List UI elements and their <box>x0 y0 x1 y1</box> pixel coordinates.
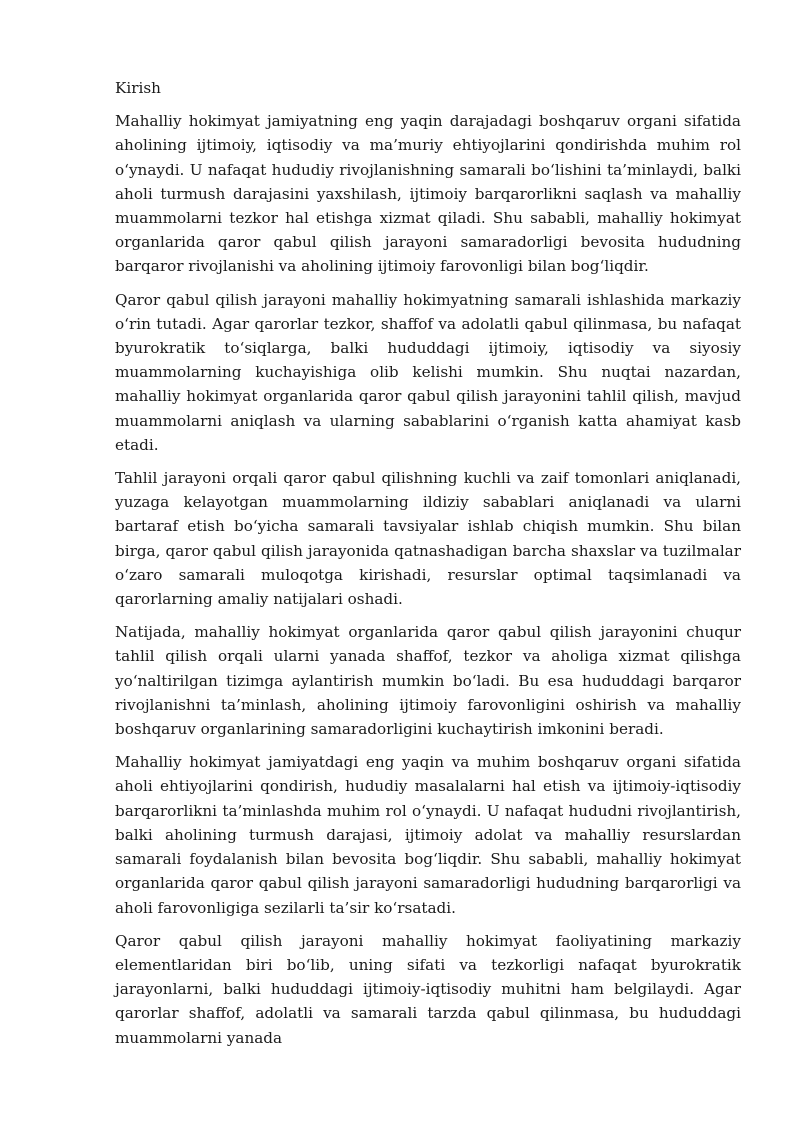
section-heading: Kirish <box>115 79 161 97</box>
paragraph: Natijada, mahalliy hokimyat organlarida qaror qabul qilish jarayonini chuqur tahlil qilish orqali ularni yanada shaffof, tezkor va aholiga xizmat qilishga yo‘naltirilgan tizimga aylantirish mumkin bo‘ladi. Bu esa hududdagi barqaror rivojlanishni ta’minlash, aholining ijtimoiy farovonligini oshirish va mahalliy boshqaruv organlarining samaradorligini kuchaytirish imkonini beradi. <box>115 623 741 739</box>
paragraph: Tahlil jarayoni orqali qaror qabul qilishning kuchli va zaif tomonlari aniqlanadi, yuzaga kelayotgan muammolarning ildiziy sabablari aniqlanadi va ularni bartaraf etish bo‘yicha samarali tavsiyalar ishlab chiqish mumkin. Shu bilan birga, qaror qabul qilish jarayonida qatnashadigan barcha shaxslar va tuzilmalar o‘zaro samarali muloqotga kirishadi, resurslar optimal taqsimlanadi va qarorlarning amaliy natijalari oshadi. <box>115 469 741 609</box>
paragraph: Qaror qabul qilish jarayoni mahalliy hokimyatning samarali ishlashida markaziy o‘rin tutadi. Agar qarorlar tezkor, shaffof va adolatli qabul qilinmasa, bu nafaqat byurokratik to‘siqlarga, balki hududdagi ijtimoiy, iqtisodiy va siyosiy muammolarning kuchayishiga olib kelishi mumkin. Shu nuqtai nazardan, mahalliy hokimyat organlarida qaror qabul qilish jarayonini tahlil qilish, mavjud muammolarni aniqlash va ularning sabablarini o‘rganish katta ahamiyat kasb etadi. <box>115 290 741 454</box>
paragraph: Qaror qabul qilish jarayoni mahalliy hokimyat faoliyatining markaziy elementlaridan biri bo‘lib, uning sifati va tezkorligi nafaqat byurokratik jarayonlarni, balki hududdagi ijtimoiy-iqtisodiy muhitni ham belgilaydi. Agar qarorlar shaffof, adolatli va samarali tarzda qabul qilinmasa, bu hududdagi muammolarni yanada <box>115 931 741 1047</box>
document-page <box>115 76 741 1059</box>
paragraph: Mahalliy hokimyat jamiyatdagi eng yaqin va muhim boshqaruv organi sifatida aholi ehtiyojlarini qondirish, hududiy masalalarni hal etish va ijtimoiy-iqtisodiy barqarorlikni ta’minlashda muhim rol o‘ynaydi. U nafaqat hududni rivojlantirish, balki aholining turmush darajasi, ijtimoiy adolat va mahalliy resurslardan samarali foydalanish bilan bevosita bog‘liqdir. Shu sababli, mahalliy hokimyat organlarida qaror qabul qilish jarayoni samaradorligi hududning barqarorligi va aholi farovonligiga sezilarli ta’sir ko‘rsatadi. <box>115 753 741 917</box>
paragraph: Mahalliy hokimyat jamiyatning eng yaqin darajadagi boshqaruv organi sifatida aholining ijtimoiy, iqtisodiy va ma’muriy ehtiyojlarini qondirishda muhim rol o‘ynaydi. U nafaqat hududiy rivojlanishning samarali bo‘lishini ta’minlaydi, balki aholi turmush darajasini yaxshilash, ijtimoiy barqarorlikni saqlash va mahalliy muammolarni tezkor hal etishga xizmat qiladi. Shu sababli, mahalliy hokimyat organlarida qaror qabul qilish jarayoni samaradorligi bevosita hududning barqaror rivojlanishi va aholining ijtimoiy farovonligi bilan bog‘liqdir. <box>115 112 741 276</box>
